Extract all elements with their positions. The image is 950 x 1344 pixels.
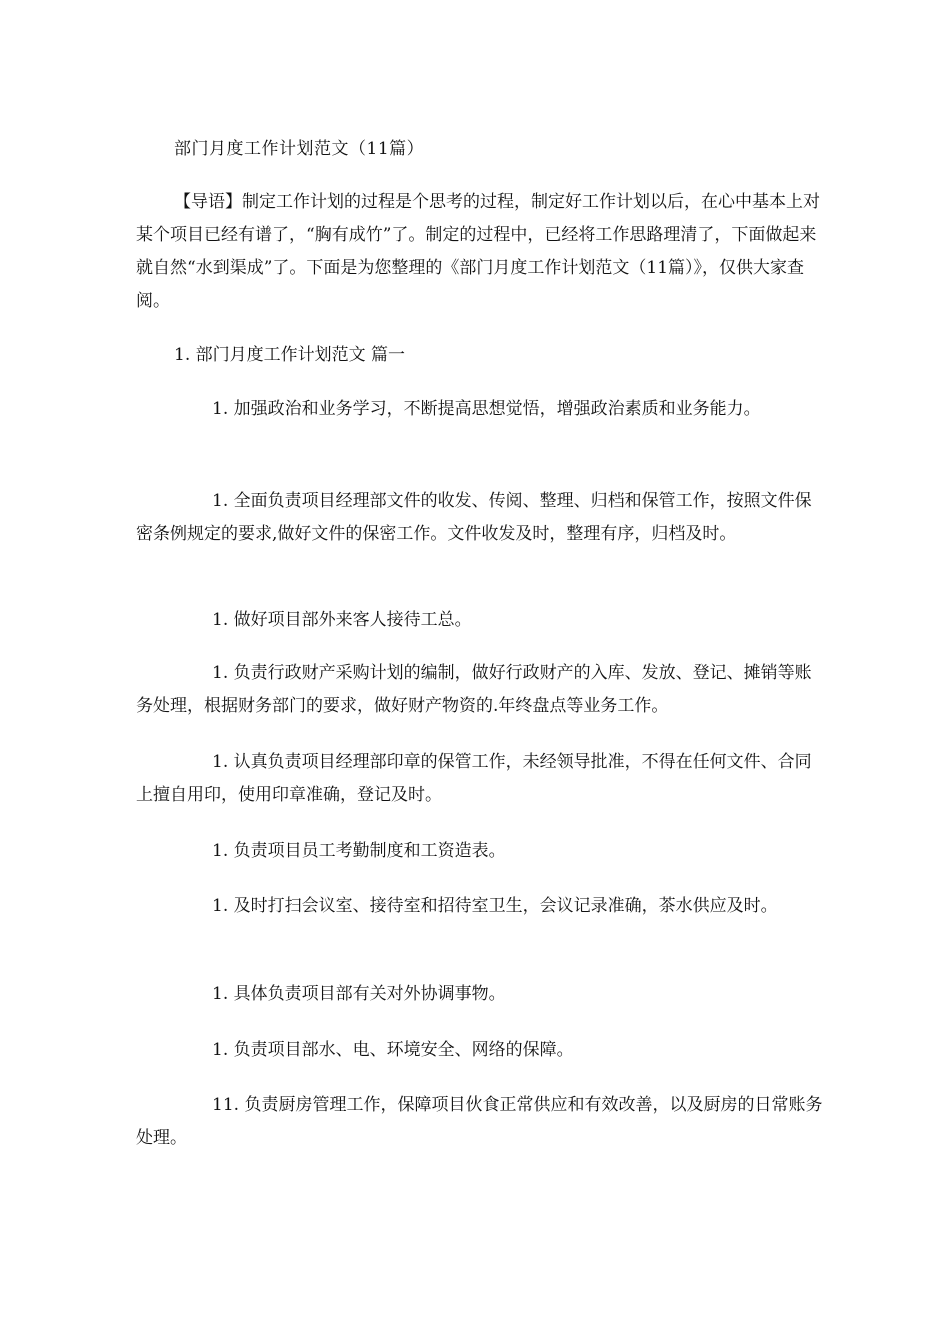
list-item: 1. 负责项目部水、电、环境安全、网络的保障。: [212, 1040, 574, 1060]
list-item: 1. 具体负责项目部有关对外协调事物。: [212, 984, 506, 1004]
list-item: 1. 加强政治和业务学习，不断提高思想觉悟，增强政治素质和业务能力。: [212, 399, 761, 419]
list-item: 1. 认真负责项目经理部印章的保管工作，未经领导批准，不得在任何文件、合同上擅自用印，使用印章准确，登记及时。: [136, 752, 812, 805]
list-item: 1. 做好项目部外来客人接待工总。: [212, 610, 472, 630]
document-title: 部门月度工作计划范文（11篇）: [174, 139, 425, 159]
list-item: 1. 负责项目员工考勤制度和工资造表。: [212, 841, 506, 861]
section-heading: 1. 部门月度工作计划范文 篇一: [174, 345, 406, 365]
list-item: 1. 及时打扫会议室、接待室和招待室卫生，会议记录准确，茶水供应及时。: [212, 896, 778, 916]
list-item: 11. 负责厨房管理工作，保障项目伙食正常供应和有效改善，以及厨房的日常账务处理。: [136, 1095, 823, 1148]
list-item: 1. 负责行政财产采购计划的编制，做好行政财产的入库、发放、登记、摊销等账务处理，根据财务部门的要求，做好财产物资的.年终盘点等业务工作。: [136, 663, 812, 716]
list-item: 1. 全面负责项目经理部文件的收发、传阅、整理、归档和保管工作，按照文件保密条例规定的要求,做好文件的保密工作。文件收发及时，整理有序，归档及时。: [136, 491, 812, 544]
intro-paragraph: 【导语】制定工作计划的过程是个思考的过程，制定好工作计划以后，在心中基本上对某个项目已经有谱了，“胸有成竹”了。制定的过程中，已经将工作思路理清了，下面做起来就自然“水到渠成”了。下面是为您整理的《部门月度工作计划范文（11篇）》，仅供大家查阅。: [136, 192, 820, 311]
